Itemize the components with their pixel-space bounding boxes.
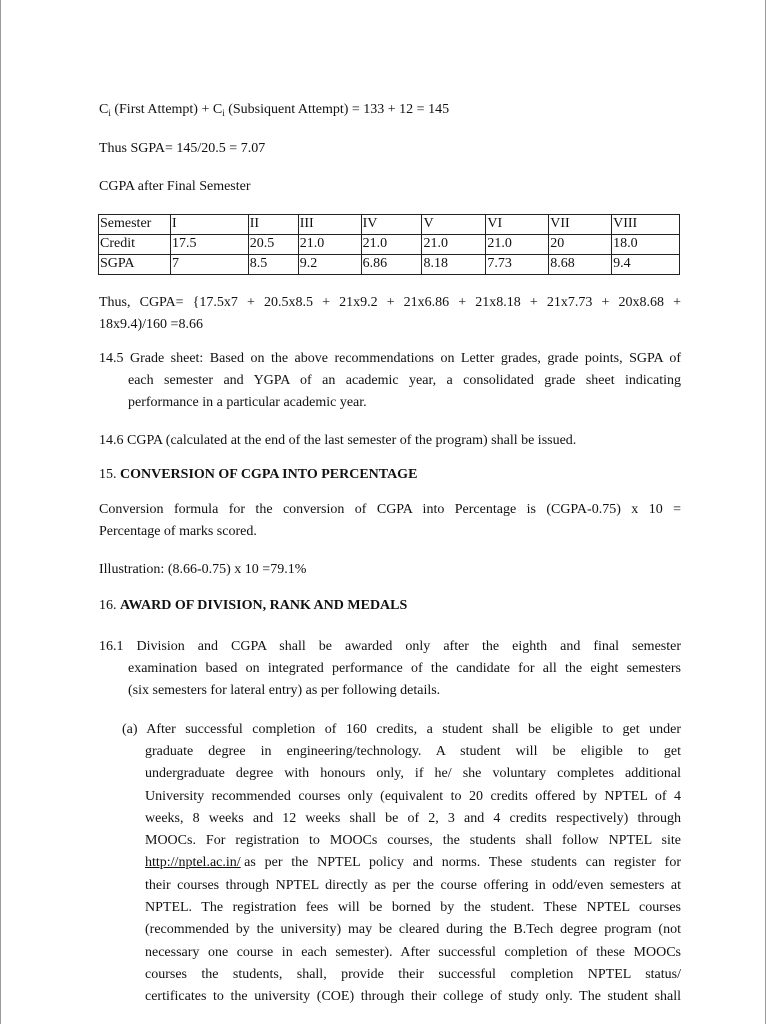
table-body: [99, 215, 680, 275]
section-15-body: [99, 499, 681, 544]
table-cell: I: [170, 215, 248, 235]
table-cell: 21.0: [361, 235, 422, 255]
table-cell: 7: [170, 255, 248, 275]
paragraph-line: (a) After successful completion of 160 credits, a student shall be eligible to get under: [122, 722, 681, 737]
section-title: CONVERSION OF CGPA INTO PERCENTAGE: [120, 467, 418, 482]
paragraph-line: each semester and YGPA of an academic year, a consolidated grade sheet indicating: [128, 373, 681, 388]
table-cell: 8.68: [549, 255, 612, 275]
table-cell: 8.5: [248, 255, 298, 275]
attempt-formula: [99, 101, 449, 119]
section-14-5: [99, 348, 681, 370]
formula-sub-i: i: [108, 108, 111, 118]
table-cell: 20: [549, 235, 612, 255]
section-15-heading: [99, 466, 417, 484]
paragraph-line: Conversion formula for the conversion of CGPA into Percentage is (CGPA-0.75) x 10 =: [99, 502, 681, 517]
section-14-5-cont: [128, 370, 681, 415]
paragraph-line: MOOCs. For registration to MOOCs courses, the students shall follow NPTEL site: [145, 833, 681, 849]
paragraph-line: 16.1 Division and CGPA shall be awarded only after the eighth and final semester: [99, 639, 681, 654]
paragraph-line: weeks, 8 weeks and 12 weeks shall be of 2, 3 and 4 credits respectively) through: [145, 810, 681, 826]
formula-part: (Subsiquent Attempt) = 133 + 12 = 145: [224, 102, 450, 117]
table-cell: 8.18: [422, 255, 486, 275]
paragraph-line: University recommended courses only (equivalent to 20 credits offered by NPTEL of 4: [145, 788, 681, 804]
cgpa-calculation: [99, 292, 681, 337]
cgpa-calc-line: Thus, CGPA= {17.5x7 + 20.5x8.5 + 21x9.2 + 21x6.86 + 21x8.18 + 21x7.73 + 20x8.68 +: [99, 295, 681, 310]
sgpa-result: Thus SGPA= 145/20.5 = 7.07: [99, 141, 266, 156]
cgpa-calc-line: 18x9.4)/160 =8.66: [99, 317, 203, 333]
paragraph-line: 14.5 Grade sheet: Based on the above recommendations on Letter grades, grade points, SGPA of: [99, 351, 681, 366]
paragraph-line: certificates to the university (COE) through their college of study only. The student shall: [145, 989, 681, 1005]
paragraph-line: Percentage of marks scored.: [99, 524, 257, 540]
row-header-cell: SGPA: [99, 255, 171, 275]
table-cell: 17.5: [170, 235, 248, 255]
paragraph-line: courses the students, shall, provide their successful completion NPTEL status/: [145, 966, 681, 982]
paragraph-line: (six semesters for lateral entry) as per following details.: [128, 683, 441, 699]
clause-a-first: [122, 719, 681, 741]
formula-c: C: [99, 102, 109, 117]
section-title: AWARD OF DIVISION, RANK AND MEDALS: [120, 598, 408, 613]
table-cell: 7.73: [486, 255, 549, 275]
table-cell: 6.86: [361, 255, 422, 275]
table-cell: 9.4: [612, 255, 680, 275]
table-cell: VIII: [612, 215, 680, 235]
table-cell: 21.0: [422, 235, 486, 255]
table-row: [99, 255, 680, 275]
section-16-1: [99, 636, 681, 658]
section-number: 15.: [99, 467, 117, 482]
paragraph-line: performance in a particular academic year.: [128, 395, 367, 411]
table-cell: V: [422, 215, 486, 235]
table-cell: 18.0: [612, 235, 680, 255]
table-row: [99, 215, 680, 235]
formula-sub-i: i: [222, 108, 225, 118]
paragraph-line: examination based on integrated performance of the candidate for all the eight semesters: [128, 661, 681, 676]
table-cell: 9.2: [298, 255, 361, 275]
section-16-heading: [99, 597, 407, 615]
paragraph-line: their courses through NPTEL directly as per the course offering in odd/even semesters at: [145, 877, 681, 893]
table-cell: II: [248, 215, 298, 235]
paragraph-line: necessary one course in each semester). After successful completion of these MOOCs: [145, 944, 681, 960]
table-row: [99, 235, 680, 255]
paragraph-line: graduate degree in engineering/technology. A student will be eligible to get: [145, 744, 681, 759]
illustration: Illustration: (8.66-0.75) x 10 =79.1%: [99, 562, 307, 577]
table-cell: III: [298, 215, 361, 235]
section-14-6: 14.6 CGPA (calculated at the end of the last semester of the program) shall be issued.: [99, 433, 577, 448]
section-16-1-cont: [128, 658, 681, 703]
table-cell: 20.5: [248, 235, 298, 255]
paragraph-line: NPTEL. The registration fees will be borned by the student. These NPTEL courses: [145, 900, 681, 916]
clause-a-body: [145, 741, 681, 1009]
section-number: 16.: [99, 598, 117, 613]
formula-part: (First Attempt) + C: [110, 102, 223, 117]
row-header-cell: Credit: [99, 235, 171, 255]
paragraph-line-with-link: [145, 852, 681, 874]
paragraph-line: as per the NPTEL policy and norms. These students can register for: [244, 855, 681, 871]
paragraph-line: (recommended by the university) may be cleared during the B.Tech degree program (not: [145, 922, 681, 938]
semester-table: [98, 214, 680, 275]
cgpa-heading: CGPA after Final Semester: [99, 179, 251, 194]
row-header-cell: Semester: [99, 215, 171, 235]
paragraph-line: undergraduate degree with honours only, if he/ she voluntary completes additional: [145, 766, 681, 782]
table-cell: VI: [486, 215, 549, 235]
table-cell: 21.0: [486, 235, 549, 255]
nptel-link[interactable]: http://nptel.ac.in/: [145, 855, 241, 871]
table-cell: VII: [549, 215, 612, 235]
table-cell: 21.0: [298, 235, 361, 255]
table-cell: IV: [361, 215, 422, 235]
